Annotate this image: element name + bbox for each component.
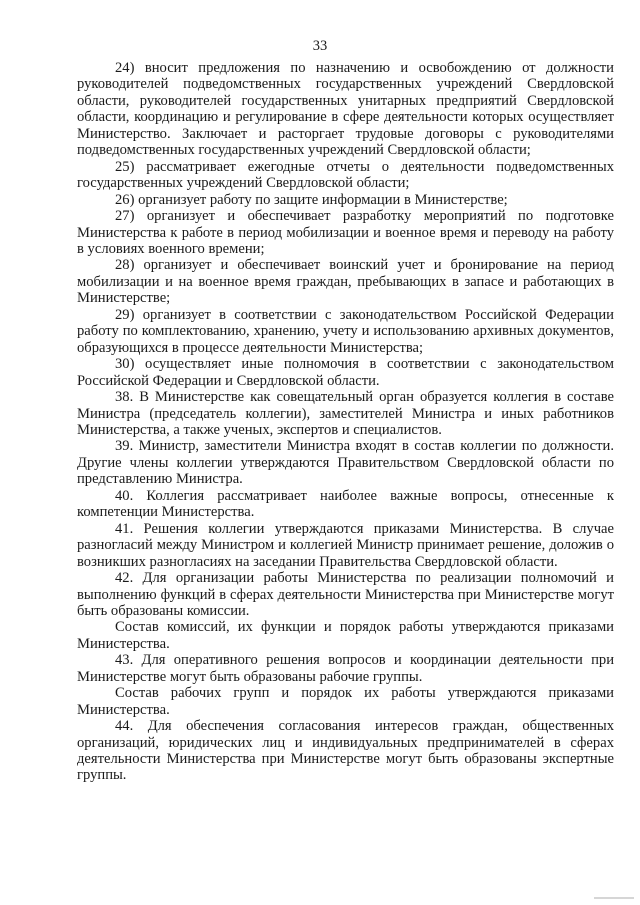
paragraph-41: 41. Решения коллегии утверждаются приказами Министерства. В случае разногласий между Министром и коллегией Министр принимает решение, доложив о возникших разногласиях на заседании Правительства Свердловской области. bbox=[77, 520, 614, 570]
paragraph-42-commissions: Состав комиссий, их функции и порядок работы утверждаются приказами Министерства. bbox=[77, 619, 614, 652]
paragraph-42: 42. Для организации работы Министерства по реализации полномочий и выполнению функций в сферах деятельности Министерства при Министерстве могут быть образованы комиссии. bbox=[77, 570, 614, 619]
page-number: 33 bbox=[312, 38, 328, 54]
paragraph-40: 40. Коллегия рассматривает наиболее важные вопросы, отнесенные к компетенции Министерства. bbox=[77, 487, 614, 521]
paragraph-24: 24) вносит предложения по назначению и освобождению от должности руководителей подведомственных государственных учреждений Свердловской области, руководителей государственных унитарных предприятий Свердловской области, координацию и регулирование в сфере деятельности которых осуществляет Министерство. Заключает и расторгает трудовые договоры с руководителями подведомственных государственных учреждений Свердловской области; bbox=[77, 60, 614, 159]
document-body bbox=[77, 60, 614, 784]
scan-artifact bbox=[594, 897, 634, 899]
paragraph-28: 28) организует и обеспечивает воинский учет и бронирование на период мобилизации и на военное время граждан, пребывающих в запасе и работающих в Министерстве; bbox=[77, 257, 614, 307]
paragraph-39: 39. Министр, заместители Министра входят в состав коллегии по должности. Другие члены коллегии утверждаются Правительством Свердловской области по представлению Министра. bbox=[77, 438, 614, 488]
paragraph-29: 29) организует в соответствии с законодательством Российской Федерации работу по комплектованию, хранению, учету и использованию архивных документов, образующихся в процессе деятельности Министерства; bbox=[77, 306, 614, 356]
paragraph-38: 38. В Министерстве как совещательный орган образуется коллегия в составе Министра (председатель коллегии), заместителей Министра и иных работников Министерства, а также ученых, экспертов и специалистов. bbox=[77, 389, 614, 438]
paragraph-30: 30) осуществляет иные полномочия в соответствии с законодательством Российской Федерации и Свердловской области. bbox=[77, 356, 614, 389]
paragraph-26: 26) организует работу по защите информации в Министерстве; bbox=[115, 191, 508, 208]
paragraph-43: 43. Для оперативного решения вопросов и координации деятельности при Министерстве могут быть образованы рабочие группы. bbox=[77, 652, 614, 685]
paragraph-25: 25) рассматривает ежегодные отчеты о деятельности подведомственных государственных учреждений Свердловской области; bbox=[77, 158, 614, 192]
paragraph-43-working-groups: Состав рабочих групп и порядок их работы утверждаются приказами Министерства. bbox=[77, 685, 614, 718]
paragraph-44: 44. Для обеспечения согласования интересов граждан, общественных организаций, юридических лиц и индивидуальных предпринимателей в сферах деятельности Министерства при Министерстве могут быть образованы экспертные группы. bbox=[77, 718, 614, 784]
paragraph-27: 27) организует и обеспечивает разработку мероприятий по подготовке Министерства к работе в период мобилизации и военное время и переводу на работу в условиях военного времени; bbox=[77, 208, 614, 257]
